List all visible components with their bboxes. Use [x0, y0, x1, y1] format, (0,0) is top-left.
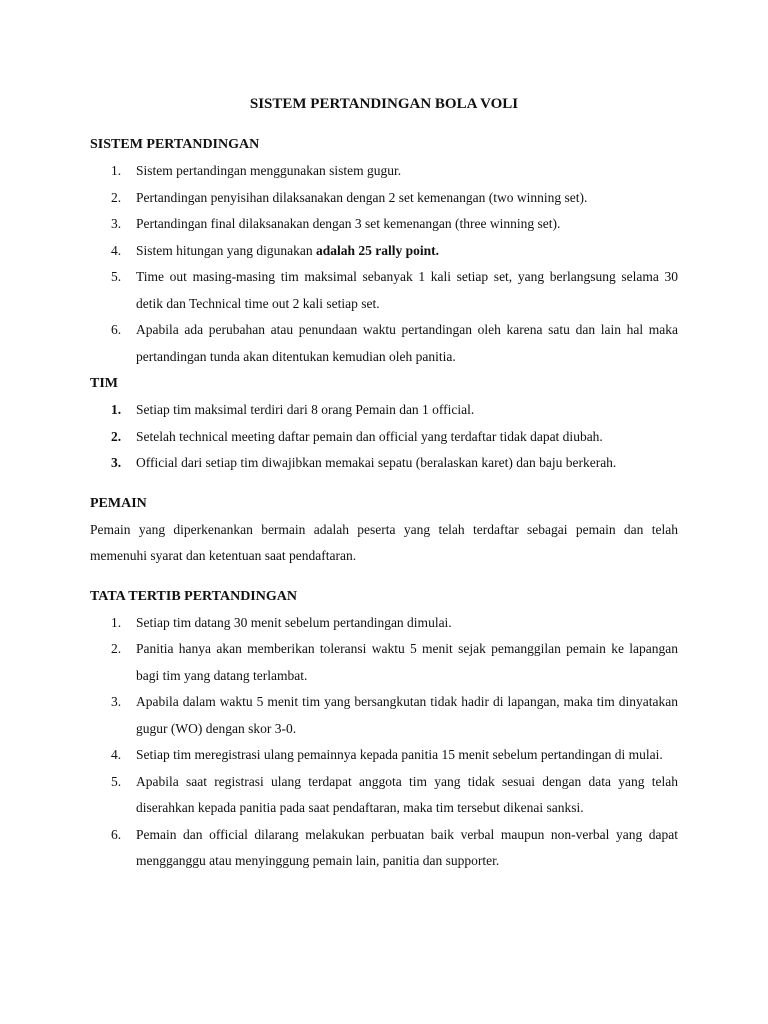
- list-text: Apabila dalam waktu 5 menit tim yang bersangkutan tidak hadir di lapangan, maka tim dinyatakan gugur (WO) dengan skor 3-0.: [136, 694, 678, 736]
- list-number: 3.: [111, 455, 122, 470]
- rules-list: [90, 158, 678, 370]
- list-text: Official dari setiap tim diwajibkan memakai sepatu (beralaskan karet) dan baju berkerah.: [136, 455, 617, 470]
- list-item: [90, 238, 678, 265]
- section-heading: PEMAIN: [90, 495, 147, 511]
- list-text: Setiap tim meregistrasi ulang pemainnya kepada panitia 15 menit sebelum pertandingan di mulai.: [136, 747, 663, 762]
- list-item: [90, 822, 678, 875]
- list-item: [90, 158, 678, 185]
- section-heading: TATA TERTIB PERTANDINGAN: [90, 588, 297, 604]
- list-text: Setiap tim maksimal terdiri dari 8 orang Pemain dan 1 official.: [136, 402, 475, 417]
- rules-list: [90, 610, 678, 875]
- list-text: Pemain dan official dilarang melakukan perbuatan baik verbal maupun non-verbal yang dapat mengganggu atau menyinggung pemain lain, panitia dan supporter.: [136, 826, 678, 868]
- list-text: Sistem pertandingan menggunakan sistem gugur.: [136, 163, 402, 178]
- list-item: [90, 742, 678, 769]
- section-tata-tertib: [90, 584, 678, 875]
- list-number: 4.: [111, 242, 122, 258]
- list-text: Setiap tim datang 30 menit sebelum pertandingan dimulai.: [136, 614, 452, 630]
- list-item: [90, 610, 678, 637]
- list-number: 2.: [111, 189, 122, 205]
- section-paragraph: Pemain yang diperkenankan bermain adalah peserta yang telah terdaftar sebagai pemain dan telah memenuhi syarat dan ketentuan saat pendaftaran.: [90, 521, 678, 563]
- list-number: 3.: [111, 216, 122, 231]
- list-item: [90, 317, 678, 370]
- list-number: 6.: [111, 322, 122, 337]
- list-number: 2.: [111, 428, 122, 444]
- rules-list: [90, 397, 678, 477]
- list-number: 6.: [111, 826, 122, 842]
- list-item: [90, 636, 678, 689]
- list-text: Apabila saat registrasi ulang terdapat anggota tim yang tidak sesuai dengan data yang telah diserahkan kepada panitia pada saat pendaftaran, maka tim tersebut dikenai sanksi.: [136, 773, 678, 815]
- section-sistem-pertandingan: [90, 132, 678, 370]
- section-heading: SISTEM PERTANDINGAN: [90, 137, 260, 152]
- list-number: 3.: [111, 694, 122, 709]
- list-number: 5.: [111, 773, 122, 789]
- list-text: Time out masing-masing tim maksimal sebanyak 1 kali setiap set, yang berlangsung selama 30 detik dan Technical time out 2 kali setiap set.: [136, 269, 678, 311]
- list-item: [90, 211, 678, 238]
- document-title: SISTEM PERTANDINGAN BOLA VOLI: [249, 96, 519, 112]
- list-number: 5.: [111, 269, 122, 284]
- list-item: [90, 769, 678, 822]
- list-item: [90, 397, 678, 424]
- section-pemain: [90, 491, 678, 570]
- list-text: Apabila ada perubahan atau penundaan waktu pertandingan oleh karena satu dan lain hal maka pertandingan tunda akan ditentukan kemudian oleh panitia.: [136, 322, 678, 364]
- section-heading: TIM: [90, 376, 118, 391]
- list-item: [90, 264, 678, 317]
- list-number: 1.: [111, 614, 122, 630]
- list-text: Pertandingan penyisihan dilaksanakan dengan 2 set kemenangan (two winning set).: [136, 189, 588, 205]
- list-item: [90, 450, 678, 477]
- list-text-bold: adalah 25 rally point.: [315, 242, 440, 258]
- list-item: [90, 689, 678, 742]
- list-item: [90, 185, 678, 212]
- list-item: [90, 424, 678, 451]
- section-tim: [90, 371, 678, 477]
- document-page: [90, 92, 678, 875]
- list-number: 2.: [111, 641, 122, 656]
- list-text: Sistem hitungan yang digunakan: [136, 242, 316, 258]
- list-number: 1.: [111, 402, 122, 417]
- list-text: Setelah technical meeting daftar pemain dan official yang terdaftar tidak dapat diubah.: [136, 428, 603, 444]
- list-text: Panitia hanya akan memberikan toleransi waktu 5 menit sejak pemanggilan pemain ke lapangan bagi tim yang datang terlambat.: [136, 641, 678, 683]
- list-text: Pertandingan final dilaksanakan dengan 3 set kemenangan (three winning set).: [136, 216, 561, 231]
- list-number: 4.: [111, 747, 122, 762]
- list-number: 1.: [111, 163, 122, 178]
